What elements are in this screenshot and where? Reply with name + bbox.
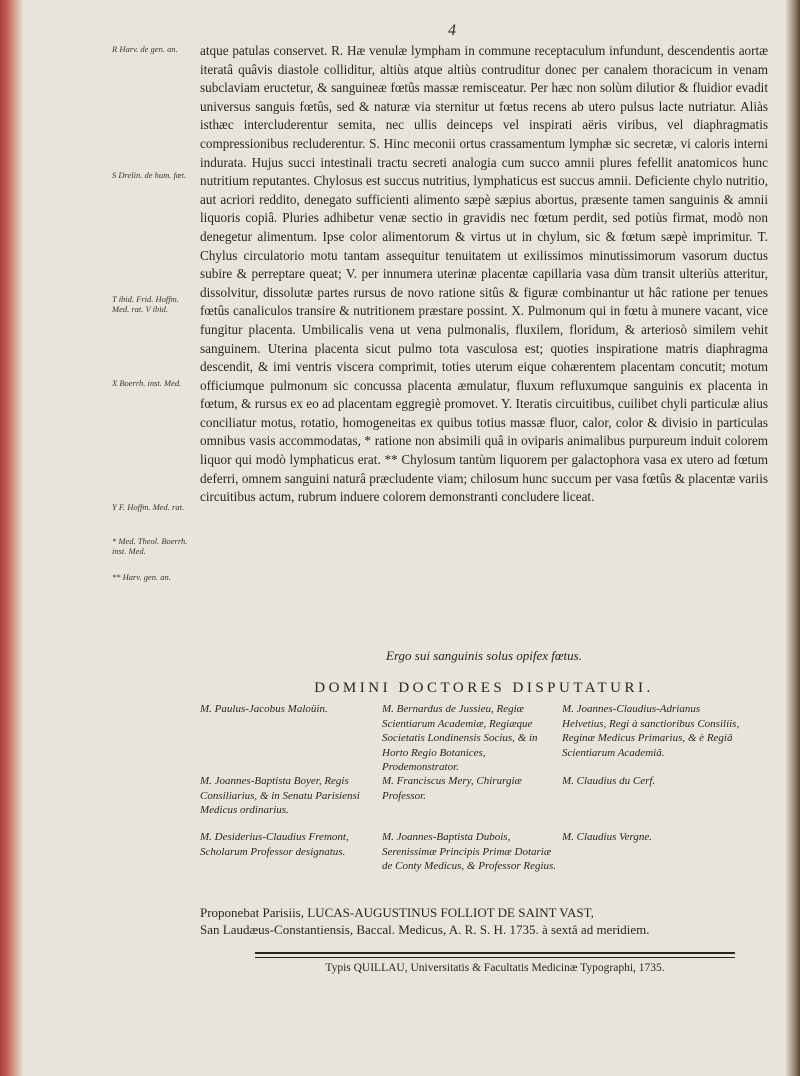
margin-note: S Drelin. de hum. fœt. xyxy=(112,170,187,180)
conclusion: Ergo sui sanguinis solus opifex fœtus. xyxy=(386,648,582,663)
printer-imprint: Typis QUILLAU, Universitatis & Facultatis Medicinæ Typographi, 1735. xyxy=(325,962,665,974)
margin-note: T ibid. Frid. Hoffm. Med. rat. V ibid. xyxy=(112,294,179,314)
margin-note: R Harv. de gen. an. xyxy=(112,44,178,54)
doctor-entry: M. Paulus-Jacobus Maloüin. xyxy=(200,703,328,715)
divider-rule xyxy=(255,952,735,954)
book-spine xyxy=(0,0,22,1076)
margin-note: ** Harv. gen. an. xyxy=(112,572,171,582)
proponebat-block xyxy=(200,904,768,938)
divider-rule-thin xyxy=(255,957,735,958)
doctor-entry: M. Franciscus Mery, Chirurgiæ Professor. xyxy=(382,775,522,802)
doctor-entry: M. Claudius Vergne. xyxy=(562,831,653,843)
page-edge xyxy=(786,0,800,1076)
margin-note: * Med. Theol. Boerrh. inst. Med. xyxy=(112,536,188,556)
doctor-entry: M. Claudius du Cerf. xyxy=(562,775,656,787)
proponebat-line-1: Proponebat Parisiis, LUCAS-AUGUSTINUS FOLLIOT DE SAINT VAST, xyxy=(200,905,594,920)
body-text: atque patulas conservet. R. Hæ venulæ lympham in commune receptaculum infundunt, descendentis aortæ iteratâ quâvis diastole colliditur, altiùs atque altiùs contruditur donec per canalem thoracicum in venam subclaviam eructetur, & sanguineæ fœtûs massæ remisceatur. Per hæc non solùm dilutior & fluidior evadit universus sanguis fœtûs, sed & naturæ via sternitur ut fœtus recens ab utero pulsus lacte nutriatur. Aliàs isthæc intercluderentur semita, nec ullis deinceps vel inspirati aëris viribus, vel diaphragmatis compressionibus recluderentur. S. Hinc meconii ortus crassamentum lymphæ sic secretæ, vi caloris interni indurata. Hujus succi intestinali tractu secreti analogia cum succo amnii plures fefellit anatomicos hunc nutritium reputantes. Chylosus est succus nutritius, lymphaticus est succus amnii. Deficiente chylo nutritio, aut acriori reddito, denegato sufficienti alimento sæpè sæpius abortus, præsente tamen sanguinis & amnii liquoris copiâ. Pluries adhibetur venæ sectio in gravidis nec fœtum perdit, sed potiùs firmat, modò non denegetur alimentum. Ipse color alimentorum & virtus ut in chylum, sic & fœtum sæpè imprimitur. T. Chylus circulatorio motu tantam assequitur tenuitatem ut exilissimos minutissimorum vasorum ductus subire & perreptare queat; V. per innumera uterinæ placentæ capillaria vasa dùm transit ulteriùs atteritur, dissolvitur, dissolutæ partes rursus de novo ratione sitûs & figuræ combinantur ut hâc ratione per tenues fœtûs canaliculos transire & nutritionem præstare possint. X. Pulmonum qui in fœtu à munere vacant, vice fungitur placenta. Umbilicalis vena ut vena pulmonalis, fluxilem, floridum, & arteriosò similem vehit sanguinem. Uterina placenta sicut pulmo tota vasculosa est; quoties inspiratione matris diaphragma descendit, & imi ventris viscera comprimit, toties uterum eique cohærentem placentam concutit; motum officiumque pulmonum sic concussa placenta æmulatur, fluxum refluxumque sanguinis ex placenta in fœtum, & rursus ex eo ad placentam eggregiè promovet. Y. Iteratis circuitibus, cuilibet chyli particulæ alius conciliatur motus, rotatio, homogeneitas ex quibus totius massæ fluor, calor, color & divisio in particulas omnibus vasis accommodatas, * ratione non absimili quâ in oviparis animalibus purpureum induit colorem liquor qui modò lymphaticus erat. ** Chylosum tantùm liquorem per galactophora vasa ex utero ad fœtum deferri, omnem sanguini naturâ præcludente viam; chilosum hunc succum per vasa fœtûs & placentæ variis circuitibus actum, rubrum induere colorem demonstranti concludere liceat. xyxy=(200,43,768,505)
margin-note: X Boerrh. inst. Med. xyxy=(112,378,182,388)
doctor-entry: M. Joannes-Baptista Boyer, Regis Consiliarius, & in Senatu Parisiensi Medicus ordinarius. xyxy=(200,775,360,816)
doctor-entry: M. Bernardus de Jussieu, Regiæ Scientiarum Academiæ, Regiæque Societatis Londinensis Socius, & in Horto Regio Botanices, Prodemonstrator. xyxy=(382,703,538,773)
margin-note: Y F. Hoffm. Med. rat. xyxy=(112,502,185,512)
doctor-entry: M. Joannes-Baptista Dubois, Serenissimæ Principis Primæ Dotariæ de Conty Medicus, & Professor Regius. xyxy=(382,831,557,872)
doctor-entry: M. Joannes-Claudius-Adrianus Helvetius, Regi à sanctioribus Consiliis, Reginæ Medicus Primarius, & è Regiâ Scientiarum Academiâ. xyxy=(562,703,740,759)
doctors-heading: DOMINI DOCTORES DISPUTATURI. xyxy=(314,680,654,696)
proponebat-line-2: San Laudæus-Constantiensis, Baccal. Medicus, A. R. S. H. 1735. à sextâ ad meridiem. xyxy=(200,922,650,937)
doctor-entry: M. Desiderius-Claudius Fremont, Scholarum Professor designatus. xyxy=(200,831,349,858)
page-number: 4 xyxy=(448,22,456,39)
